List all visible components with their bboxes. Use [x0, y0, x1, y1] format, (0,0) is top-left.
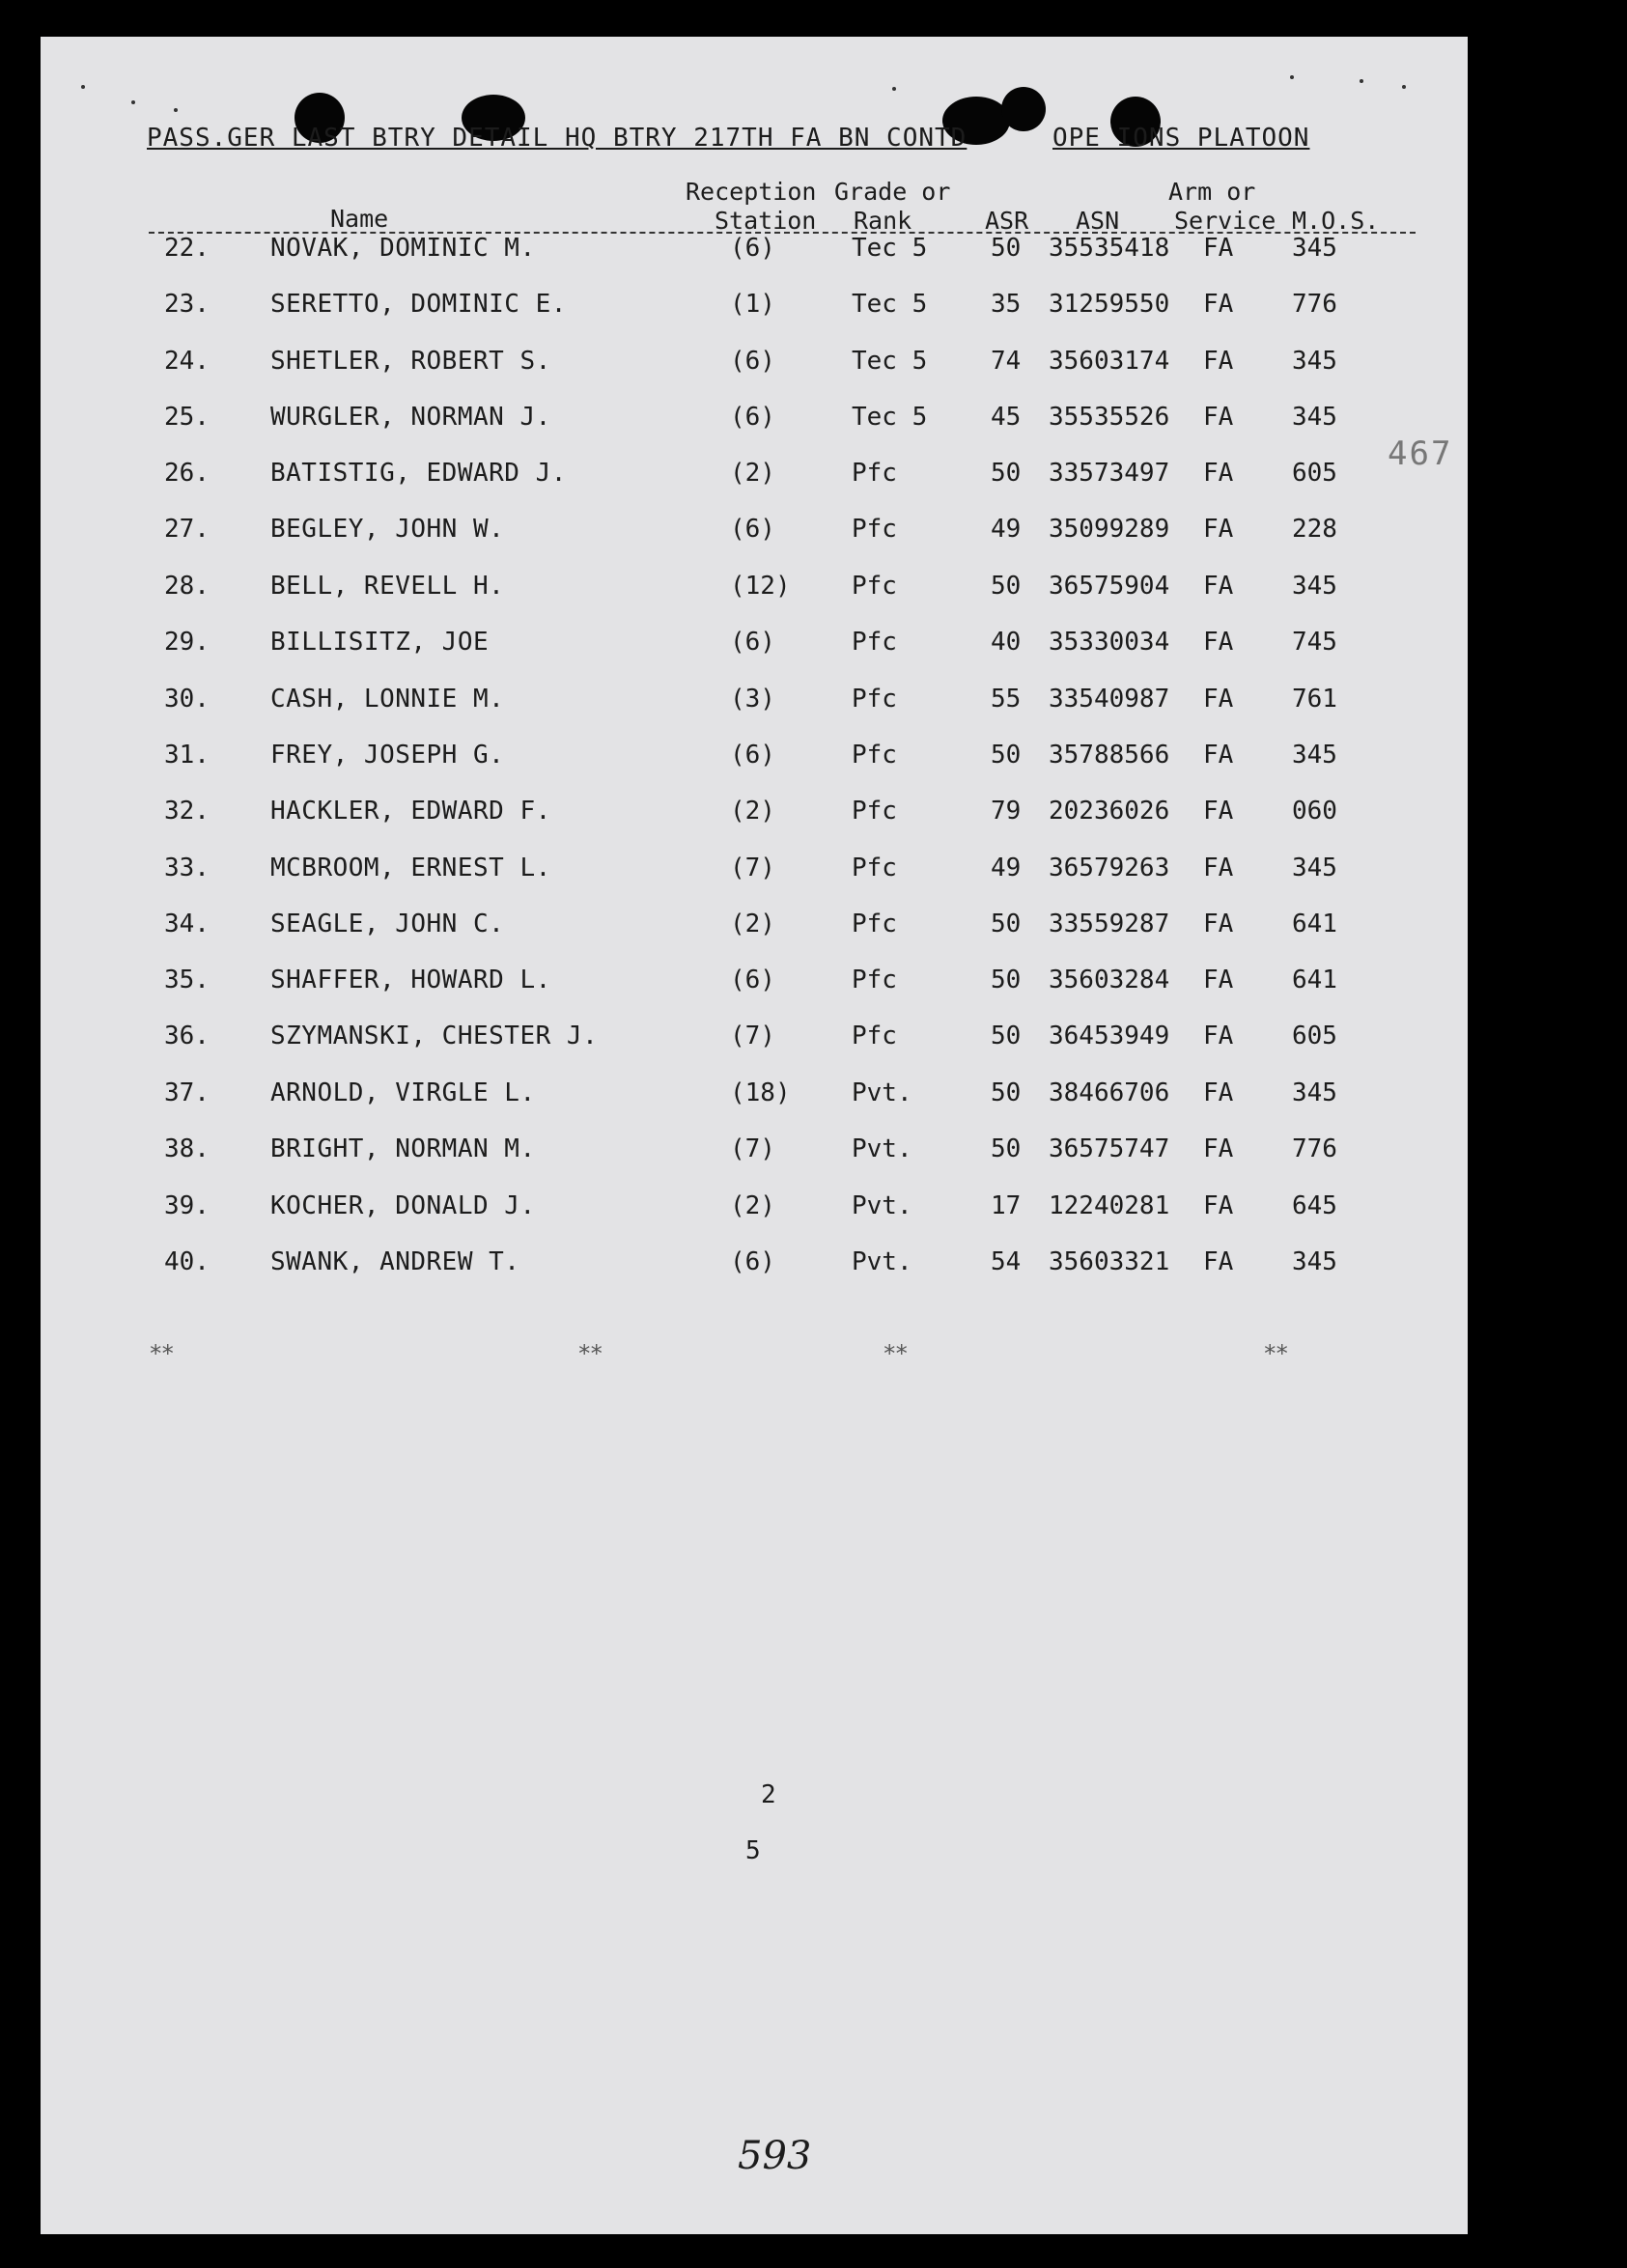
row-mos: 605: [1292, 1022, 1337, 1050]
row-asn: 36453949: [1049, 1022, 1170, 1050]
separator-mark: **: [883, 1340, 907, 1367]
row-mos: 345: [1292, 347, 1337, 376]
row-name: NOVAK, DOMINIC M.: [270, 234, 536, 263]
table-row: [41, 572, 1468, 610]
row-mos: 776: [1292, 1134, 1337, 1163]
row-asr: 50: [991, 966, 1022, 994]
row-station: (12): [730, 572, 791, 601]
row-grade: Pfc: [852, 966, 897, 994]
row-grade: Tec 5: [852, 290, 928, 319]
row-number: 22.: [164, 234, 210, 263]
row-asn: 35099289: [1049, 515, 1170, 544]
row-name: SWANK, ANDREW T.: [270, 1247, 520, 1276]
row-mos: 761: [1292, 685, 1337, 714]
row-number: 33.: [164, 854, 210, 882]
row-asn: 35330034: [1049, 628, 1170, 657]
table-row: [41, 1247, 1468, 1286]
row-arm: FA: [1203, 741, 1234, 770]
speck: [1290, 75, 1294, 79]
row-grade: Pfc: [852, 572, 897, 601]
row-mos: 060: [1292, 797, 1337, 826]
row-name: BRIGHT, NORMAN M.: [270, 1134, 536, 1163]
row-grade: Pvt.: [852, 1078, 912, 1107]
table-row: [41, 403, 1468, 441]
header-arm: Arm or: [1168, 178, 1256, 206]
margin-number: 467: [1388, 434, 1453, 473]
row-station: (6): [730, 347, 775, 376]
row-asn: 36575904: [1049, 572, 1170, 601]
header-asr: ASR: [985, 207, 1029, 235]
row-grade: Pfc: [852, 741, 897, 770]
speck: [131, 100, 135, 104]
row-asn: 33559287: [1049, 910, 1170, 938]
row-asn: 20236026: [1049, 797, 1170, 826]
row-arm: FA: [1203, 290, 1234, 319]
table-row: [41, 797, 1468, 835]
row-name: SZYMANSKI, CHESTER J.: [270, 1022, 599, 1050]
row-number: 24.: [164, 347, 210, 376]
row-number: 40.: [164, 1247, 210, 1276]
table-row: [41, 515, 1468, 553]
row-grade: Pvt.: [852, 1134, 912, 1163]
table-row: [41, 1191, 1468, 1230]
row-grade: Pvt.: [852, 1191, 912, 1220]
row-mos: 641: [1292, 910, 1337, 938]
row-grade: Pfc: [852, 854, 897, 882]
row-grade: Tec 5: [852, 403, 928, 432]
row-grade: Pfc: [852, 515, 897, 544]
row-arm: FA: [1203, 910, 1234, 938]
row-name: BATISTIG, EDWARD J.: [270, 459, 567, 488]
row-asr: 50: [991, 741, 1022, 770]
table-row: [41, 628, 1468, 666]
row-station: (6): [730, 403, 775, 432]
row-asn: 35788566: [1049, 741, 1170, 770]
row-name: FREY, JOSEPH G.: [270, 741, 505, 770]
row-arm: FA: [1203, 966, 1234, 994]
row-asr: 49: [991, 854, 1022, 882]
row-mos: 345: [1292, 572, 1337, 601]
row-number: 32.: [164, 797, 210, 826]
row-station: (2): [730, 797, 775, 826]
row-mos: 605: [1292, 459, 1337, 488]
document-page: [41, 37, 1468, 2234]
row-arm: FA: [1203, 628, 1234, 657]
row-asn: 12240281: [1049, 1191, 1170, 1220]
row-station: (6): [730, 515, 775, 544]
row-asr: 35: [991, 290, 1022, 319]
speck: [1402, 85, 1406, 89]
row-asn: 33540987: [1049, 685, 1170, 714]
row-number: 30.: [164, 685, 210, 714]
row-asr: 50: [991, 1022, 1022, 1050]
row-mos: 345: [1292, 403, 1337, 432]
row-asr: 50: [991, 234, 1022, 263]
row-asr: 50: [991, 910, 1022, 938]
row-grade: Tec 5: [852, 347, 928, 376]
row-arm: FA: [1203, 1191, 1234, 1220]
row-name: SEAGLE, JOHN C.: [270, 910, 505, 938]
table-row: [41, 1078, 1468, 1117]
table-row: [41, 741, 1468, 779]
row-number: 25.: [164, 403, 210, 432]
row-asn: 33573497: [1049, 459, 1170, 488]
row-asr: 49: [991, 515, 1022, 544]
row-station: (7): [730, 1134, 775, 1163]
row-grade: Tec 5: [852, 234, 928, 263]
page-mark-bottom: 5: [745, 1836, 761, 1865]
table-row: [41, 234, 1468, 272]
row-asr: 17: [991, 1191, 1022, 1220]
row-station: (6): [730, 1247, 775, 1276]
row-station: (6): [730, 966, 775, 994]
header-service: Service: [1174, 207, 1276, 235]
row-asr: 45: [991, 403, 1022, 432]
table-row: [41, 854, 1468, 892]
row-grade: Pvt.: [852, 1247, 912, 1276]
row-station: (6): [730, 628, 775, 657]
row-asn: 35603284: [1049, 966, 1170, 994]
row-grade: Pfc: [852, 1022, 897, 1050]
row-grade: Pfc: [852, 628, 897, 657]
table-row: [41, 966, 1468, 1004]
header-name: Name: [330, 205, 389, 233]
row-asr: 50: [991, 572, 1022, 601]
separator-mark: **: [577, 1340, 602, 1367]
row-name: WURGLER, NORMAN J.: [270, 403, 551, 432]
punch-hole: [1001, 87, 1046, 131]
row-arm: FA: [1203, 459, 1234, 488]
row-asr: 54: [991, 1247, 1022, 1276]
row-station: (2): [730, 459, 775, 488]
separator-mark: **: [1263, 1340, 1287, 1367]
header-grade: Grade or: [834, 178, 951, 206]
row-number: 29.: [164, 628, 210, 657]
speck: [174, 108, 178, 112]
table-row: [41, 910, 1468, 948]
row-station: (1): [730, 290, 775, 319]
row-grade: Pfc: [852, 910, 897, 938]
row-name: BEGLEY, JOHN W.: [270, 515, 505, 544]
speck: [1360, 79, 1363, 83]
row-asn: 31259550: [1049, 290, 1170, 319]
speck: [892, 87, 896, 91]
row-station: (3): [730, 685, 775, 714]
row-asr: 74: [991, 347, 1022, 376]
row-number: 27.: [164, 515, 210, 544]
header-mos: M.O.S.: [1292, 207, 1380, 235]
row-asr: 50: [991, 1078, 1022, 1107]
table-row: [41, 685, 1468, 723]
speck: [81, 85, 85, 89]
row-mos: 345: [1292, 741, 1337, 770]
row-number: 37.: [164, 1078, 210, 1107]
row-number: 23.: [164, 290, 210, 319]
row-mos: 345: [1292, 854, 1337, 882]
row-name: SHAFFER, HOWARD L.: [270, 966, 551, 994]
row-asn: 35535418: [1049, 234, 1170, 263]
row-station: (6): [730, 234, 775, 263]
row-arm: FA: [1203, 685, 1234, 714]
row-grade: Pfc: [852, 797, 897, 826]
document-title: PASS.GER LAST BTRY DETAIL HQ BTRY 217TH FA BN CONTD: [147, 124, 968, 153]
row-number: 39.: [164, 1191, 210, 1220]
separator-mark: **: [149, 1340, 173, 1367]
row-arm: FA: [1203, 1022, 1234, 1050]
row-asn: 36579263: [1049, 854, 1170, 882]
row-asr: 40: [991, 628, 1022, 657]
row-mos: 776: [1292, 290, 1337, 319]
row-asn: 35603321: [1049, 1247, 1170, 1276]
row-mos: 641: [1292, 966, 1337, 994]
row-number: 36.: [164, 1022, 210, 1050]
row-station: (2): [730, 1191, 775, 1220]
row-mos: 345: [1292, 1247, 1337, 1276]
row-name: SHETLER, ROBERT S.: [270, 347, 551, 376]
row-station: (6): [730, 741, 775, 770]
handwritten-number: 593: [738, 2134, 812, 2178]
row-asr: 55: [991, 685, 1022, 714]
header-asn: ASN: [1076, 207, 1120, 235]
row-arm: FA: [1203, 234, 1234, 263]
row-station: (7): [730, 854, 775, 882]
row-grade: Pfc: [852, 685, 897, 714]
row-number: 26.: [164, 459, 210, 488]
header-rank: Rank: [854, 207, 912, 235]
row-name: CASH, LONNIE M.: [270, 685, 505, 714]
row-mos: 745: [1292, 628, 1337, 657]
row-number: 28.: [164, 572, 210, 601]
row-name: ARNOLD, VIRGLE L.: [270, 1078, 536, 1107]
row-number: 38.: [164, 1134, 210, 1163]
row-mos: 645: [1292, 1191, 1337, 1220]
header-reception: Reception: [686, 178, 817, 206]
document-title-right: OPE IONS PLATOON: [1052, 124, 1310, 153]
row-station: (7): [730, 1022, 775, 1050]
row-number: 34.: [164, 910, 210, 938]
row-arm: FA: [1203, 797, 1234, 826]
row-asn: 35535526: [1049, 403, 1170, 432]
row-mos: 228: [1292, 515, 1337, 544]
row-asn: 36575747: [1049, 1134, 1170, 1163]
row-arm: FA: [1203, 1247, 1234, 1276]
row-asr: 79: [991, 797, 1022, 826]
row-grade: Pfc: [852, 459, 897, 488]
row-mos: 345: [1292, 234, 1337, 263]
row-station: (2): [730, 910, 775, 938]
row-number: 31.: [164, 741, 210, 770]
row-asn: 35603174: [1049, 347, 1170, 376]
row-arm: FA: [1203, 572, 1234, 601]
table-row: [41, 459, 1468, 497]
page-mark-top: 2: [761, 1780, 776, 1809]
row-name: BILLISITZ, JOE: [270, 628, 490, 657]
row-arm: FA: [1203, 403, 1234, 432]
row-asn: 38466706: [1049, 1078, 1170, 1107]
row-arm: FA: [1203, 515, 1234, 544]
row-arm: FA: [1203, 1134, 1234, 1163]
row-arm: FA: [1203, 1078, 1234, 1107]
header-station: Station: [715, 207, 817, 235]
row-name: KOCHER, DONALD J.: [270, 1191, 536, 1220]
row-number: 35.: [164, 966, 210, 994]
row-arm: FA: [1203, 347, 1234, 376]
row-mos: 345: [1292, 1078, 1337, 1107]
row-asr: 50: [991, 1134, 1022, 1163]
table-row: [41, 1134, 1468, 1173]
table-row: [41, 1022, 1468, 1060]
table-row: [41, 347, 1468, 385]
row-name: SERETTO, DOMINIC E.: [270, 290, 567, 319]
row-name: HACKLER, EDWARD F.: [270, 797, 551, 826]
row-name: MCBROOM, ERNEST L.: [270, 854, 551, 882]
table-row: [41, 290, 1468, 328]
row-arm: FA: [1203, 854, 1234, 882]
row-name: BELL, REVELL H.: [270, 572, 505, 601]
row-asr: 50: [991, 459, 1022, 488]
row-station: (18): [730, 1078, 791, 1107]
